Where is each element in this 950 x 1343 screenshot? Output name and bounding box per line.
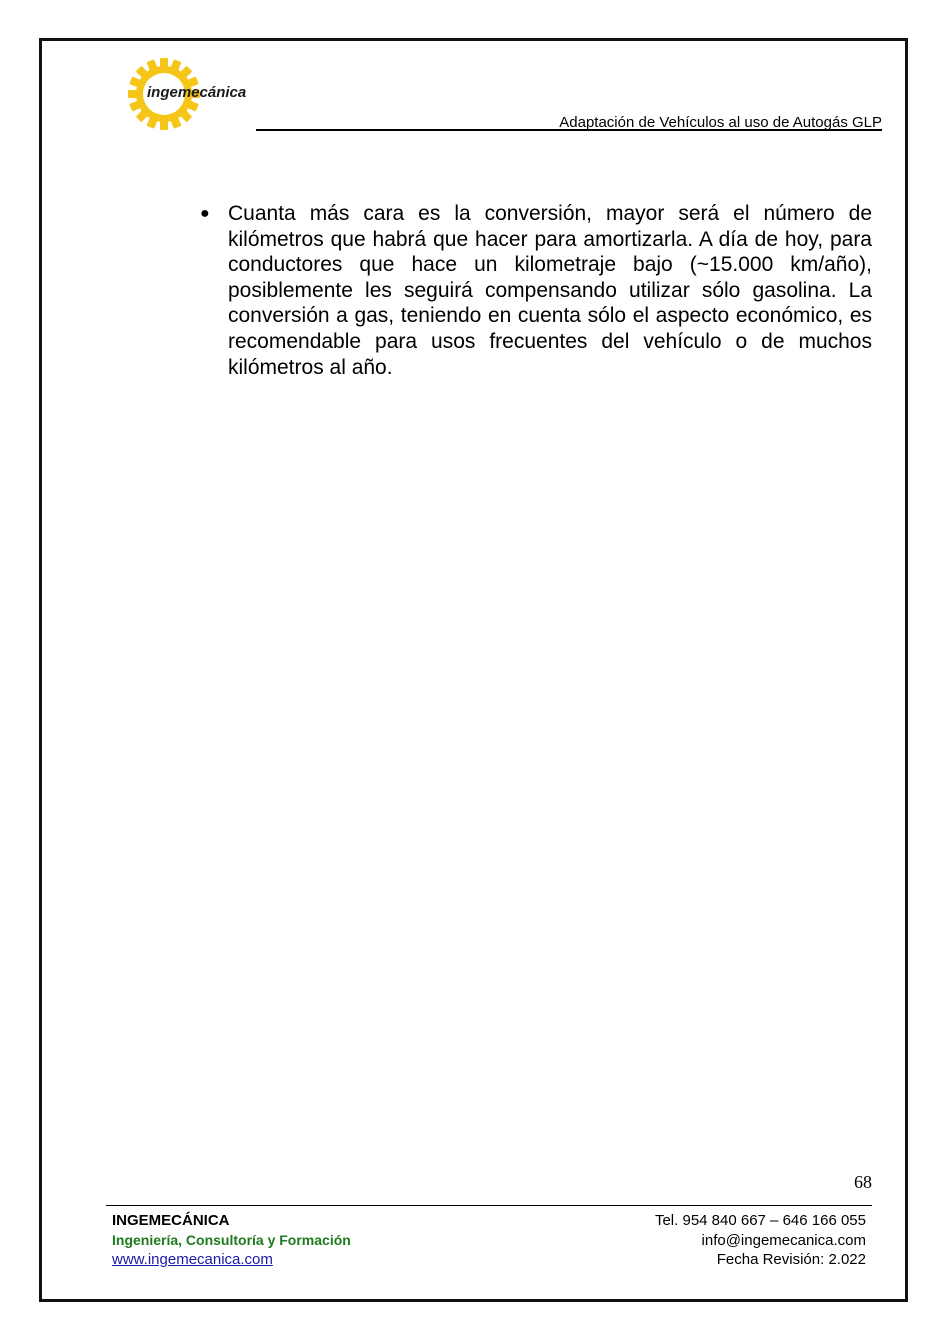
footer-contact-info [655, 1211, 866, 1270]
phone-numbers: Tel. 954 840 667 – 646 166 055 [654, 1212, 866, 1229]
company-logo [128, 56, 268, 132]
footer-divider [106, 1205, 872, 1206]
logo-wordmark: ingemecánica [147, 84, 247, 101]
paragraph-text: Cuanta más cara es la conversión, mayor será el número de kilómetros que habrá que hacer para amortizarla. A día de hoy, para conductores que hace un kilometraje bajo (~15.000 km/año), posiblemente les seguirá compensando utilizar sólo gasolina. La conversión a gas, teniendo en cuenta sólo el aspecto económico, es recomendable para usos frecuentes del vehículo o de muchos kilómetros al año. [228, 202, 872, 379]
company-name: INGEMECÁNICA [112, 1212, 230, 1229]
footer-company-info [112, 1211, 351, 1270]
bullet-icon: ● [200, 205, 210, 222]
list-item [200, 201, 872, 380]
document-title: Adaptación de Vehículos al uso de Autogás GLP [559, 114, 882, 131]
website-link[interactable]: www.ingemecanica.com [112, 1251, 273, 1268]
email-address: info@ingemecanica.com [701, 1231, 866, 1249]
page-number: 68 [854, 1172, 872, 1192]
main-content [200, 201, 872, 380]
revision-date: Fecha Revisión: 2.022 [716, 1251, 866, 1268]
company-tagline: Ingeniería, Consultoría y Formación [112, 1231, 351, 1248]
header-divider [256, 129, 882, 131]
